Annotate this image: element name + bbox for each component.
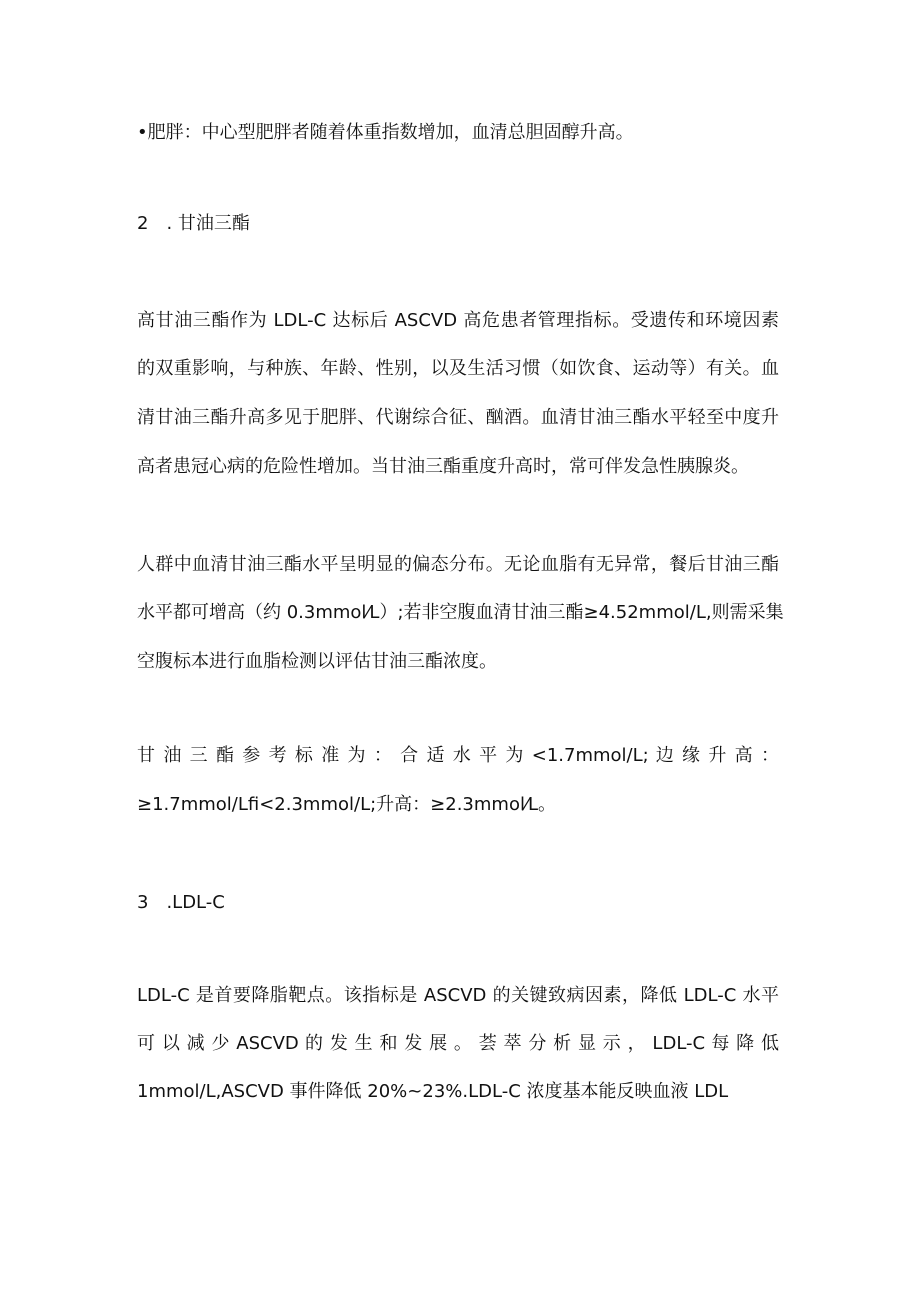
ldl-para-line: 可 以 减 少 ASCVD 的 发 生 和 发 展 。 荟 萃 分 析 显 示 ， LDL-C 每 降 低: [137, 1033, 779, 1054]
tg-para1-line: 清甘油三酯升高多见于肥胖、代谢综合征、酗酒。血清甘油三酯水平轻至中度升: [137, 407, 779, 428]
tg-para2-line: 人群中血清甘油三酯水平呈明显的偏态分布。无论血脂有无异常，餐后甘油三酯: [137, 554, 779, 575]
section-2-heading: 2 . 甘油三酯: [137, 213, 250, 234]
section-3-heading: 3 .LDL-C: [137, 892, 225, 913]
obesity-bullet: •肥胖：中心型肥胖者随着体重指数增加，血清总胆固醇升高。: [137, 122, 634, 143]
tg-para2-line: 水平都可增高（约 0.3mmol⁄L）;若非空腹血清甘油三酯≥4.52mmol/L,则需采集: [137, 602, 784, 623]
ldl-para-line: 1mmol/L,ASCVD 事件降低 20%~23%.LDL-C 浓度基本能反映血液 LDL: [137, 1081, 729, 1102]
ldl-para-line: LDL-C 是首要降脂靶点。该指标是 ASCVD 的关键致病因素，降低 LDL-C 水平: [137, 985, 779, 1006]
tg-reference-line: 甘 油 三 酯 参 考 标 准 为 ： 合 适 水 平 为 <1.7mmol/L; 边 缘 升 高 ：: [137, 745, 779, 766]
tg-reference-line: ≥1.7mmol/Lfi<2.3mmol/L;升高：≥2.3mmol⁄L。: [137, 794, 556, 815]
tg-para2-line: 空腹标本进行血脂检测以评估甘油三酯浓度。: [137, 651, 497, 672]
tg-para1-line: 高者患冠心病的危险性增加。当甘油三酯重度升高时，常可伴发急性胰腺炎。: [137, 456, 749, 477]
tg-para1-line: 的双重影响，与种族、年龄、性别，以及生活习惯（如饮食、运动等）有关。血: [137, 358, 779, 379]
tg-para1-line: 高甘油三酯作为 LDL-C 达标后 ASCVD 高危患者管理指标。受遗传和环境因素: [137, 310, 779, 331]
